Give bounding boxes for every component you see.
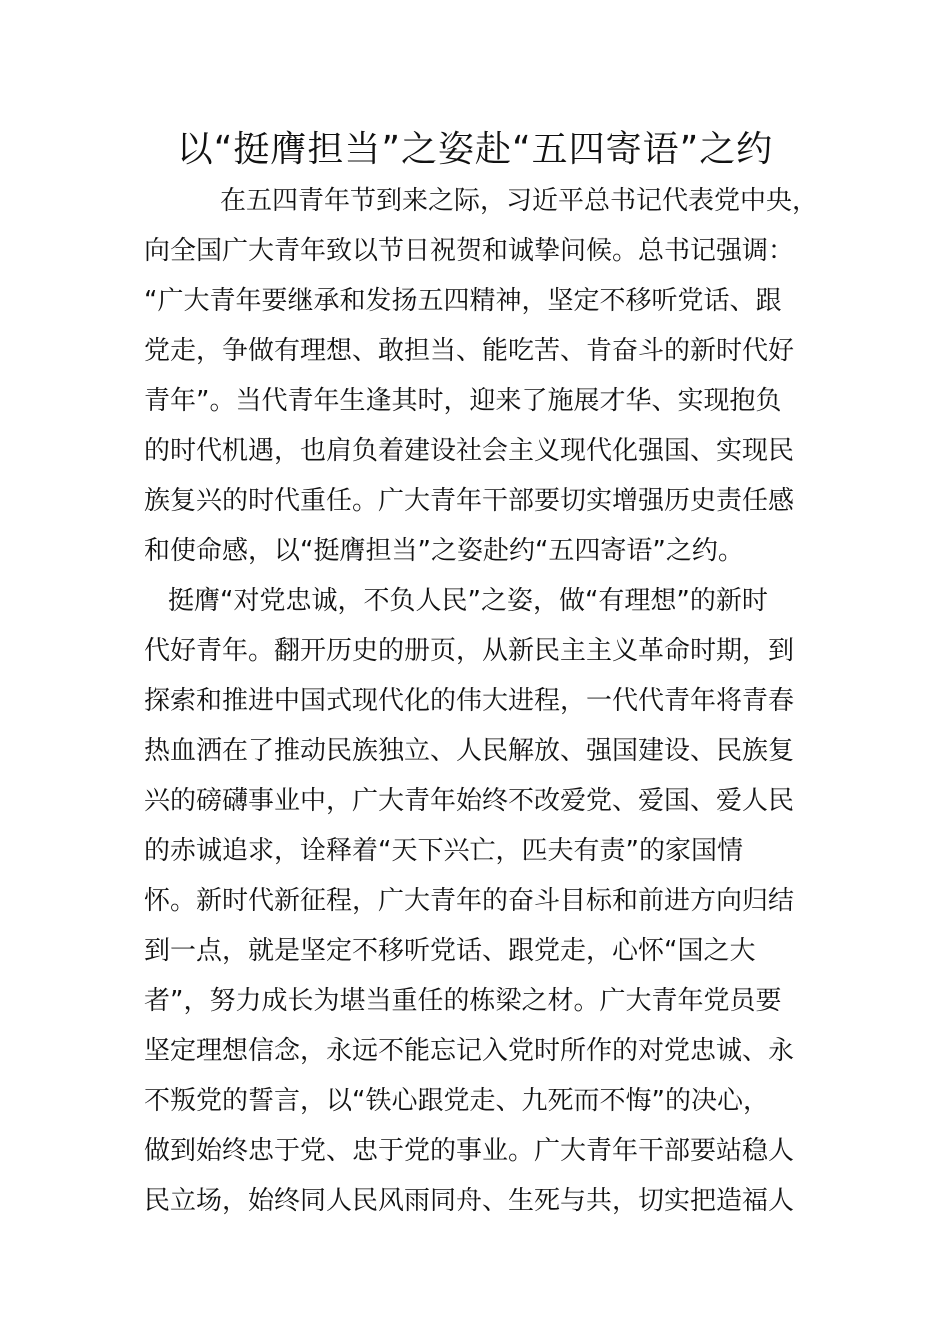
body-line: 在五四青年节到来之际，习近平总书记代表党中央， xyxy=(220,186,819,216)
body-line: 到一点，就是坚定不移听党话、跟党走，心怀“国之大 xyxy=(144,936,756,966)
body-line: 的赤诚追求，诠释着“天下兴亡，匹夫有责”的家国情 xyxy=(144,836,743,866)
body-line: 怀。新时代新征程，广大青年的奋斗目标和前进方向归结 xyxy=(144,886,795,916)
body-line: 挺膺“对党忠诚，不负人民”之姿，做“有理想”的新时 xyxy=(168,586,768,616)
body-line: 者”，努力成长为堪当重任的栋梁之材。广大青年党员要 xyxy=(144,986,782,1016)
body-line: 兴的磅礴事业中，广大青年始终不改爱党、爱国、爱人民 xyxy=(144,786,795,816)
body-line: 热血洒在了推动民族独立、人民解放、强国建设、民族复 xyxy=(144,736,795,766)
body-line: 向全国广大青年致以节日祝贺和诚挚问候。总书记强调： xyxy=(144,236,795,266)
document-title: 以“挺膺担当”之姿赴“五四寄语”之约 xyxy=(176,129,774,170)
body-line: 不叛党的誓言，以“铁心跟党走、九死而不悔”的决心， xyxy=(144,1086,769,1116)
body-line: 民立场，始终同人民风雨同舟、生死与共，切实把造福人 xyxy=(144,1186,795,1216)
body-line: 和使命感，以“挺膺担当”之姿赴约“五四寄语”之约。 xyxy=(144,536,744,566)
body-line: 做到始终忠于党、忠于党的事业。广大青年干部要站稳人 xyxy=(144,1136,795,1166)
body-line: 代好青年。翻开历史的册页，从新民主主义革命时期，到 xyxy=(144,636,795,666)
body-line: “广大青年要继承和发扬五四精神，坚定不移听党话、跟 xyxy=(144,286,782,316)
body-line: 的时代机遇，也肩负着建设社会主义现代化强国、实现民 xyxy=(144,436,795,466)
body-line: 党走，争做有理想、敢担当、能吃苦、肯奋斗的新时代好 xyxy=(144,336,795,366)
body-line: 族复兴的时代重任。广大青年干部要切实增强历史责任感 xyxy=(144,486,795,516)
body-line: 探索和推进中国式现代化的伟大进程，一代代青年将青春 xyxy=(144,686,795,716)
body-line: 坚定理想信念，永远不能忘记入党时所作的对党忠诚、永 xyxy=(144,1036,795,1066)
document-body xyxy=(144,176,824,1226)
body-line: 青年”。当代青年生逢其时，迎来了施展才华、实现抱负 xyxy=(144,386,782,416)
